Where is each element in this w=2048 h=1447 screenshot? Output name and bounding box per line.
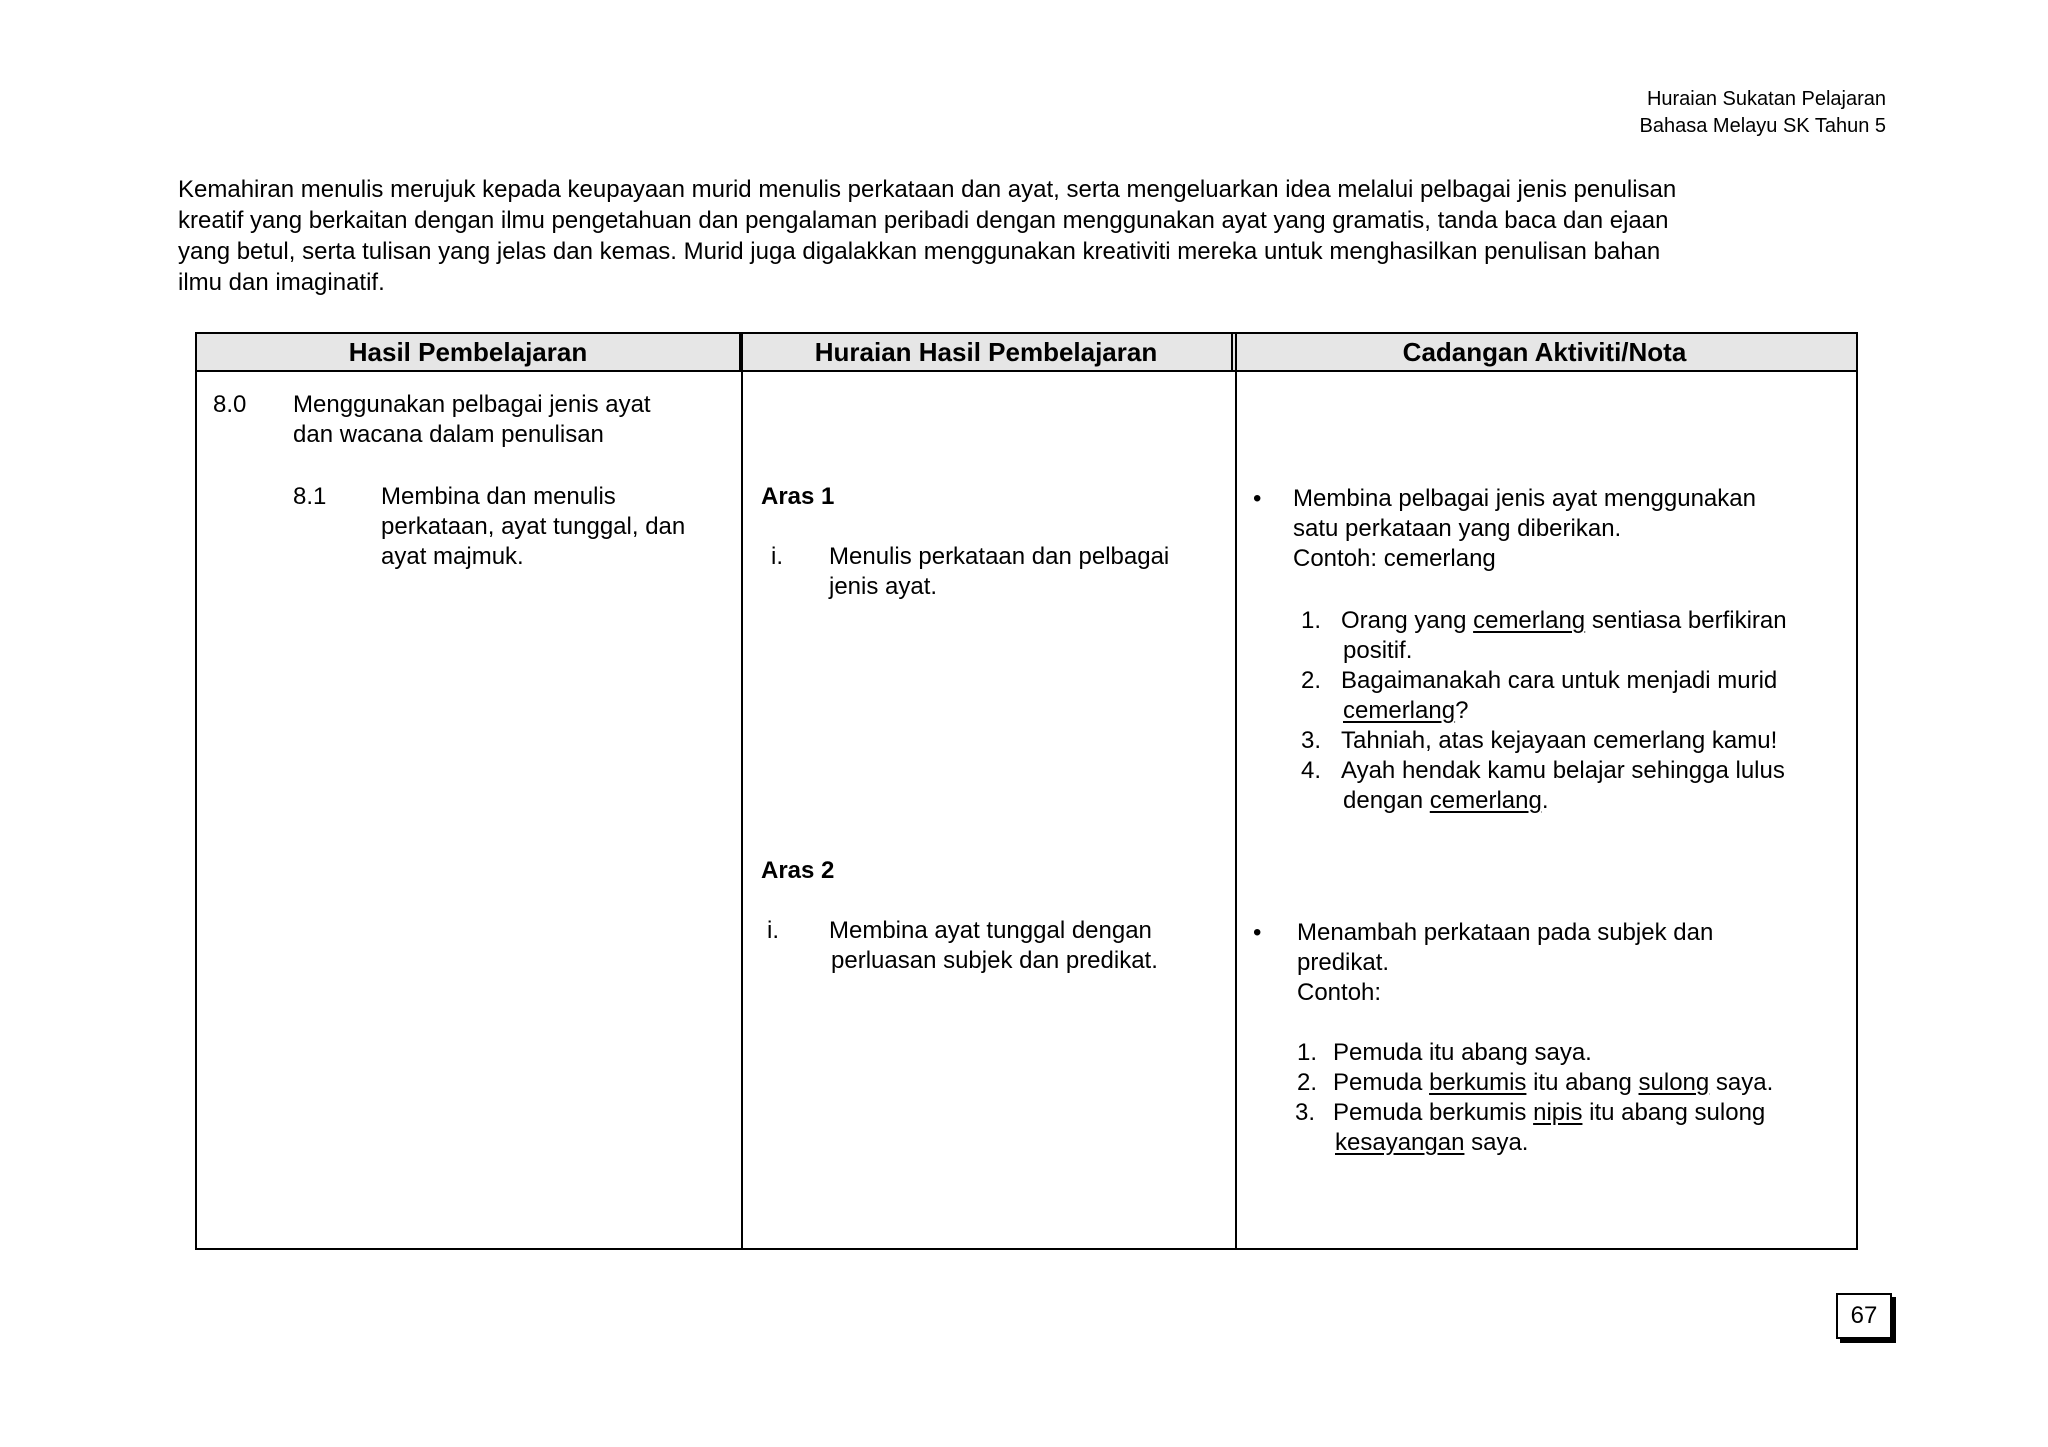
intro-paragraph — [178, 174, 1858, 298]
column-divider-2 — [1235, 334, 1237, 1248]
example-1-item-1: Orang yang cemerlang sentiasa berfikiran — [1341, 607, 1787, 634]
example-1-num-3: 3. — [1301, 727, 1322, 754]
intro-line-2: kreatif yang berkaitan dengan ilmu pengetahuan dan pengalaman peribadi dengan menggunakan ayat yang gramatis, tanda baca dan ejaan — [178, 207, 1669, 234]
example-2-item-2: Pemuda berkumis itu abang sulong saya. — [1333, 1069, 1774, 1096]
intro-line-4: ilmu dan imaginatif. — [178, 269, 385, 296]
outcome-main-line-1: Menggunakan pelbagai jenis ayat — [293, 391, 651, 418]
header-line-2: Bahasa Melayu SK Tahun 5 — [1639, 115, 1886, 137]
activity-2-line-3: Contoh: — [1297, 979, 1382, 1006]
outcome-sub-line-1: Membina dan menulis — [381, 483, 616, 510]
header-cadangan-aktiviti: Cadangan Aktiviti/Nota — [1402, 336, 1687, 367]
aras-2-roman: i. — [767, 917, 779, 944]
page-number: 67 — [1836, 1293, 1892, 1339]
aras-1-heading: Aras 1 — [761, 483, 835, 510]
example-1-item-1-cont: positif. — [1343, 637, 1413, 664]
curriculum-table — [195, 332, 1858, 1250]
example-1-num-4: 4. — [1301, 757, 1322, 784]
example-2-num-2: 2. — [1297, 1069, 1318, 1096]
header-huraian-hasil-pembelajaran: Huraian Hasil Pembelajaran — [741, 334, 1233, 370]
aras-2-line-2: perluasan subjek dan predikat. — [831, 947, 1158, 974]
column-divider-1 — [741, 334, 743, 1248]
aras-1-line-1: Menulis perkataan dan pelbagai — [829, 543, 1170, 570]
outcome-number-8-1: 8.1 — [293, 483, 327, 510]
outcome-sub-line-2: perkataan, ayat tunggal, dan — [381, 513, 686, 540]
aras-1-line-2: jenis ayat. — [829, 573, 938, 600]
example-1-item-2-cont: cemerlang? — [1343, 697, 1469, 724]
bullet-2: • — [1253, 919, 1262, 946]
outcome-number-8-0: 8.0 — [213, 391, 247, 418]
intro-line-1: Kemahiran menulis merujuk kepada keupayaan murid menulis perkataan dan ayat, serta mengeluarkan idea melalui pelbagai jenis penulisan — [178, 176, 1677, 203]
outcome-main-line-2: dan wacana dalam penulisan — [293, 421, 604, 448]
example-2-item-3-cont: kesayangan saya. — [1335, 1129, 1529, 1156]
activity-2-line-1: Menambah perkataan pada subjek dan — [1297, 919, 1714, 946]
outcome-sub-line-3: ayat majmuk. — [381, 543, 524, 570]
example-2-item-1: Pemuda itu abang saya. — [1333, 1039, 1592, 1066]
header-hasil-pembelajaran: Hasil Pembelajaran — [197, 334, 741, 370]
bullet-1: • — [1253, 485, 1262, 512]
aras-2-line-1: Membina ayat tunggal dengan — [829, 917, 1152, 944]
example-1-item-4-cont: dengan cemerlang. — [1343, 787, 1549, 814]
header-line-1: Huraian Sukatan Pelajaran — [1646, 88, 1886, 110]
table-header-row — [197, 334, 1856, 372]
example-1-item-2: Bagaimanakah cara untuk menjadi murid — [1341, 667, 1778, 694]
example-1-item-4: Ayah hendak kamu belajar sehingga lulus — [1341, 757, 1785, 784]
activity-1-line-2: satu perkataan yang diberikan. — [1293, 515, 1622, 542]
aras-2-heading: Aras 2 — [761, 857, 835, 884]
activity-1-line-3: Contoh: cemerlang — [1293, 545, 1496, 572]
activity-2-line-2: predikat. — [1297, 949, 1390, 976]
example-2-item-3: Pemuda berkumis nipis itu abang sulong — [1333, 1099, 1766, 1126]
document-header — [1640, 86, 1886, 140]
example-1-num-1: 1. — [1301, 607, 1322, 634]
example-1-item-3: Tahniah, atas kejayaan cemerlang kamu! — [1341, 727, 1778, 754]
aras-1-roman: i. — [771, 543, 783, 570]
activity-1-line-1: Membina pelbagai jenis ayat menggunakan — [1293, 485, 1756, 512]
example-1-num-2: 2. — [1301, 667, 1322, 694]
example-2-num-3: 3. — [1295, 1099, 1316, 1126]
intro-line-3: yang betul, serta tulisan yang jelas dan kemas. Murid juga digalakkan menggunakan kreativiti mereka untuk menghasilkan penulisan bahan — [178, 238, 1661, 265]
example-2-num-1: 1. — [1297, 1039, 1318, 1066]
